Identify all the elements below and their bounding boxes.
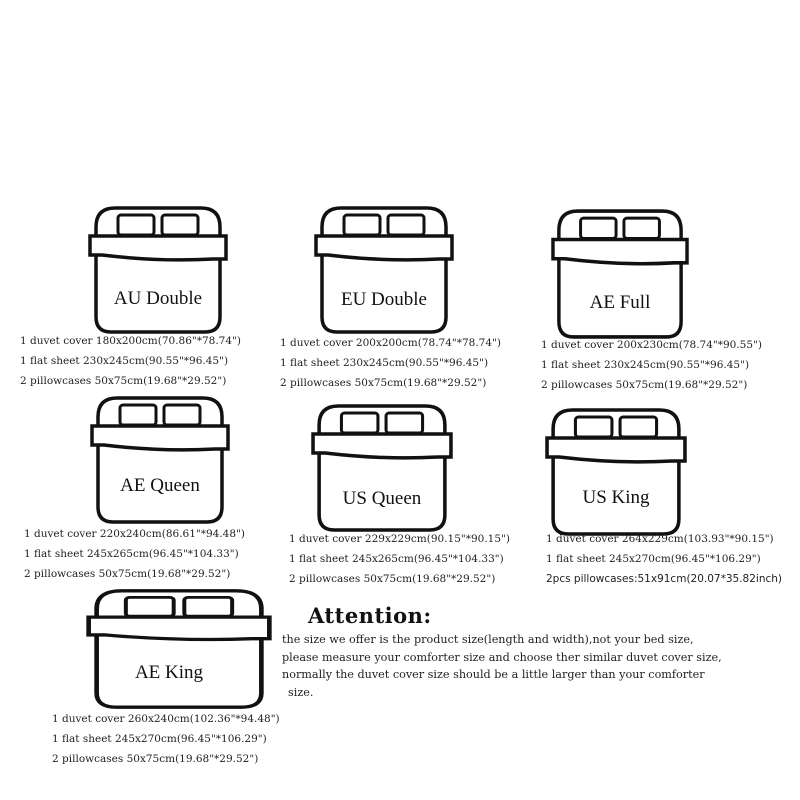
duvet-fold: [313, 434, 451, 458]
bed-label: EU Double: [340, 289, 427, 310]
attention-title: Attention:: [308, 603, 432, 628]
duvet-fold: [547, 438, 685, 462]
pillow-right: [388, 215, 424, 235]
bed-eu-double: [314, 205, 454, 335]
pillow-right: [164, 405, 200, 425]
spec-line: 1 flat sheet 245x265cm(96.45"*104.33"): [289, 553, 504, 565]
spec-line: 1 duvet cover 200x230cm(78.74"*90.55"): [541, 339, 762, 351]
attention-line: normally the duvet cover size should be a little larger than your comforter: [282, 668, 705, 681]
bed-frame: [319, 406, 445, 530]
spec-line: 1 flat sheet 245x265cm(96.45"*104.33"): [24, 548, 239, 560]
spec-line: 1 duvet cover 229x229cm(90.15"*90.15"): [289, 533, 510, 545]
bed-icon: [314, 205, 454, 335]
spec-line: 1 duvet cover 180x200cm(70.86"*78.74"): [20, 335, 241, 347]
duvet-fold: [90, 236, 226, 260]
bed-frame: [322, 208, 446, 332]
spec-line: 1 flat sheet 230x245cm(90.55"*96.45"): [280, 357, 489, 369]
pillow-left: [341, 413, 378, 433]
duvet-fold: [92, 426, 228, 450]
bed-label: AE Queen: [120, 475, 200, 496]
bed-icon: [311, 403, 453, 533]
spec-line: 1 flat sheet 245x270cm(96.45"*106.29"): [52, 733, 267, 745]
spec-line: 2pcs pillowcases:51x91cm(20.07*35.82inch): [546, 573, 782, 585]
bed-ae-king: [86, 588, 272, 710]
spec-line: 2 pillowcases 50x75cm(19.68"*29.52"): [20, 375, 227, 387]
bed-au-double: [88, 205, 228, 335]
pillow-left: [120, 405, 156, 425]
bed-label: AE King: [134, 662, 204, 683]
attention-line: size.: [288, 685, 314, 699]
spec-ae-king: [52, 709, 280, 769]
pillow-right: [624, 218, 659, 238]
pillow-right: [184, 597, 232, 616]
spec-line: 1 duvet cover 260x240cm(102.36"*94.48"): [52, 713, 280, 725]
spec-line: 1 duvet cover 264x229cm(103.93"*90.15"): [546, 533, 774, 545]
pillow-left: [581, 218, 616, 238]
spec-au-double: [20, 331, 241, 391]
bed-ae-full: [551, 208, 689, 340]
spec-line: 1 flat sheet 230x245cm(90.55"*96.45"): [541, 359, 750, 371]
spec-us-king: [546, 529, 782, 589]
bed-icon: [88, 205, 228, 335]
bed-frame: [553, 410, 679, 534]
attention-line: please measure your comforter size and choose ther similar duvet cover size,: [282, 650, 722, 664]
pillow-left: [126, 597, 174, 616]
bed-frame: [97, 591, 262, 707]
bed-label: AU Double: [113, 288, 203, 309]
duvet-fold: [553, 239, 687, 263]
bed-icon: [551, 208, 689, 340]
attention-line: the size we offer is the product size(length and width),not your bed size,: [282, 633, 694, 646]
pillow-left: [118, 215, 154, 235]
spec-line: 2 pillowcases 50x75cm(19.68"*29.52"): [289, 573, 496, 585]
bed-frame: [559, 211, 681, 337]
bed-frame: [96, 208, 220, 332]
spec-line: 1 flat sheet 245x270cm(96.45"*106.29"): [546, 553, 761, 565]
bed-icon: [90, 395, 230, 525]
bed-label: US King: [582, 487, 650, 508]
attention-body: [282, 631, 800, 701]
bed-label: US Queen: [342, 488, 422, 509]
pillow-right: [386, 413, 423, 433]
bed-label: AE Full: [589, 292, 651, 313]
duvet-fold: [89, 617, 270, 639]
pillow-left: [575, 417, 612, 437]
spec-line: 2 pillowcases 50x75cm(19.68"*29.52"): [24, 568, 231, 580]
spec-us-queen: [289, 529, 510, 589]
spec-line: 1 duvet cover 200x200cm(78.74"*78.74"): [280, 337, 501, 349]
bed-ae-queen: [90, 395, 230, 525]
pillow-right: [162, 215, 198, 235]
bed-icon: [86, 588, 272, 710]
duvet-fold: [316, 236, 452, 260]
bed-frame: [98, 398, 222, 522]
spec-line: 1 duvet cover 220x240cm(86.61"*94.48"): [24, 528, 245, 540]
bed-icon: [545, 407, 687, 537]
pillow-right: [620, 417, 657, 437]
spec-eu-double: [280, 333, 501, 393]
spec-line: 1 flat sheet 230x245cm(90.55"*96.45"): [20, 355, 229, 367]
spec-ae-full: [541, 335, 762, 395]
pillow-left: [344, 215, 380, 235]
bed-us-queen: [311, 403, 453, 533]
spec-line: 2 pillowcases 50x75cm(19.68"*29.52"): [541, 379, 748, 391]
spec-ae-queen: [24, 524, 245, 584]
bed-us-king: [545, 407, 687, 537]
spec-line: 2 pillowcases 50x75cm(19.68"*29.52"): [52, 753, 259, 765]
spec-line: 2 pillowcases 50x75cm(19.68"*29.52"): [280, 377, 487, 389]
